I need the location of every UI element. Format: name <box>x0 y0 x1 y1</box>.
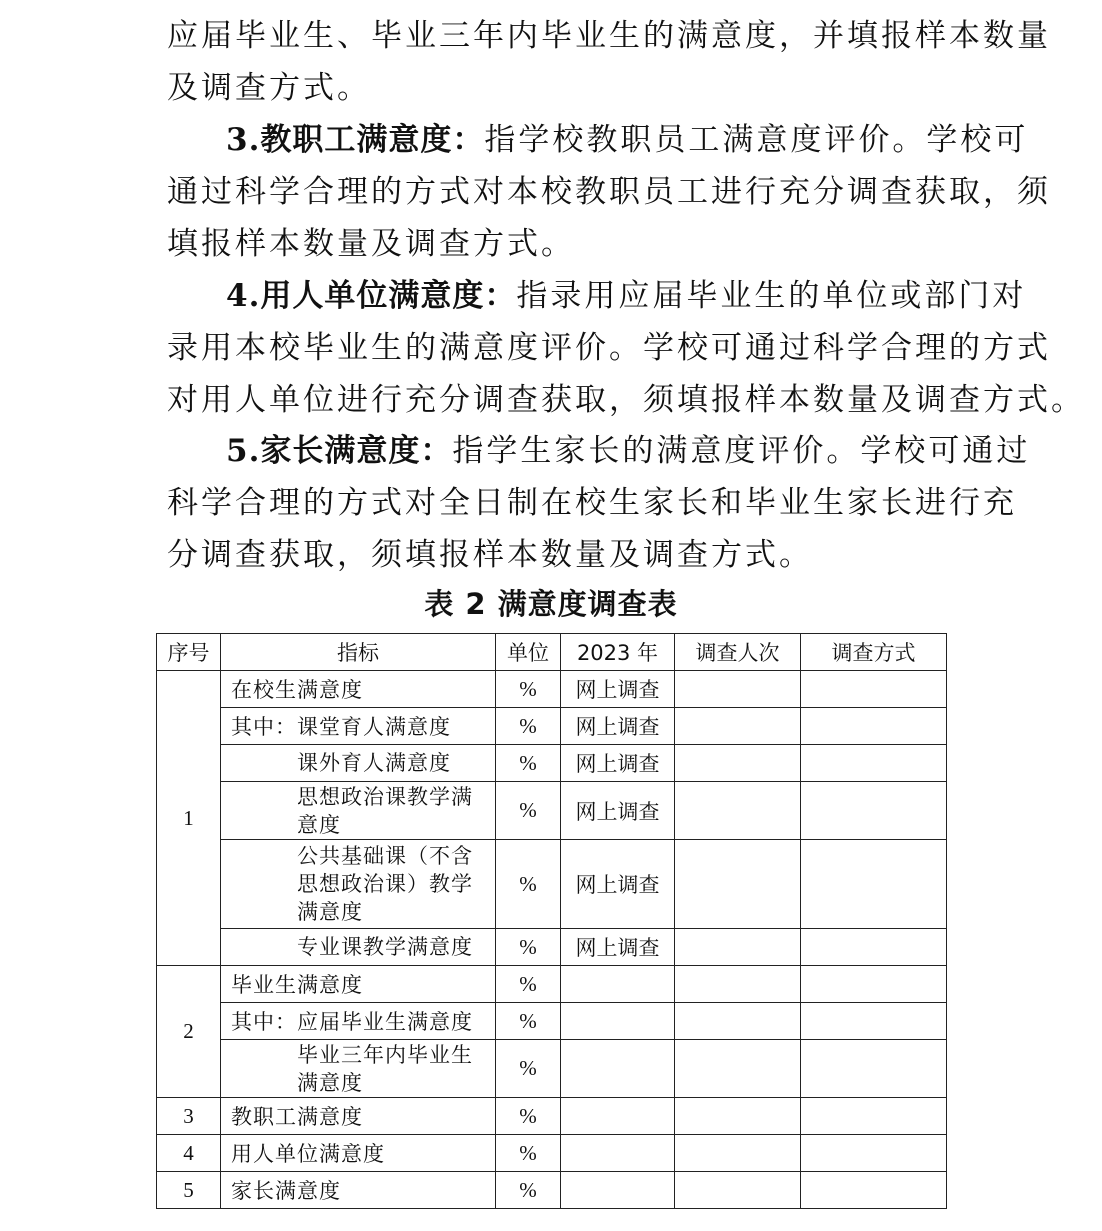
paragraph-line: 应届毕业生、毕业三年内毕业生的满意度，并填报样本数量 <box>167 18 1051 54</box>
unit-cell: % <box>496 1135 561 1172</box>
section-heading: 4.用人单位满意度： <box>226 278 517 314</box>
indicator-cell: 其中：课堂育人满意度 <box>221 708 496 745</box>
indicator-cell: 课外育人满意度 <box>221 745 496 782</box>
indicator-cell: 毕业生满意度 <box>221 966 496 1003</box>
paragraph-line: 录用本校毕业生的满意度评价。学校可通过科学合理的方式 <box>167 330 1051 366</box>
year-value-cell <box>561 1172 675 1209</box>
survey-count-cell <box>675 966 801 1003</box>
year-value-cell: 网上调查 <box>561 671 675 708</box>
unit-cell: % <box>496 708 561 745</box>
table-row <box>157 671 947 708</box>
survey-method-cell <box>801 929 947 966</box>
paragraph-text: 指学生家长的满意度评价。学校可通过 <box>452 433 1031 469</box>
table-row <box>157 966 947 1003</box>
unit-cell: % <box>496 929 561 966</box>
row-number-cell: 5 <box>157 1172 221 1209</box>
survey-method-cell <box>801 1040 947 1098</box>
header-cell: 序号 <box>157 634 221 671</box>
year-value-cell: 网上调查 <box>561 708 675 745</box>
survey-count-cell <box>675 840 801 929</box>
indicator-cell: 公共基础课（不含思想政治课）教学满意度 <box>221 840 496 929</box>
survey-count-cell <box>675 1135 801 1172</box>
header-cell: 指标 <box>221 634 496 671</box>
header-cell: 单位 <box>496 634 561 671</box>
header-cell: 调查方式 <box>801 634 947 671</box>
paragraph-line: 对用人单位进行充分调查获取，须填报样本数量及调查方式。 <box>167 382 1085 418</box>
survey-method-cell <box>801 745 947 782</box>
paragraph-text: 指录用应届毕业生的单位或部门对 <box>516 278 1027 314</box>
row-number-cell: 2 <box>157 966 221 1098</box>
paragraph-line: 科学合理的方式对全日制在校生家长和毕业生家长进行充 <box>167 485 1017 521</box>
indicator-cell: 用人单位满意度 <box>221 1135 496 1172</box>
survey-count-cell <box>675 708 801 745</box>
unit-cell: % <box>496 1172 561 1209</box>
survey-count-cell <box>675 1003 801 1040</box>
unit-cell: % <box>496 1098 561 1135</box>
year-value-cell <box>561 1098 675 1135</box>
unit-cell: % <box>496 1003 561 1040</box>
survey-count-cell <box>675 671 801 708</box>
unit-cell: % <box>496 966 561 1003</box>
satisfaction-survey-table <box>156 633 947 1209</box>
unit-cell: % <box>496 745 561 782</box>
year-value-cell: 网上调查 <box>561 929 675 966</box>
row-number-cell: 1 <box>157 671 221 966</box>
indicator-cell: 专业课教学满意度 <box>221 929 496 966</box>
survey-count-cell <box>675 1040 801 1098</box>
paragraph-line <box>226 425 1030 477</box>
survey-method-cell <box>801 1135 947 1172</box>
year-value-cell <box>561 1003 675 1040</box>
year-value-cell: 网上调查 <box>561 782 675 840</box>
survey-count-cell <box>675 1172 801 1209</box>
survey-count-cell <box>675 782 801 840</box>
header-cell: 调查人次 <box>675 634 801 671</box>
paragraph-line: 分调查获取，须填报样本数量及调查方式。 <box>167 537 813 573</box>
indicator-cell: 毕业三年内毕业生满意度 <box>221 1040 496 1098</box>
year-value-cell <box>561 1040 675 1098</box>
table-row <box>157 840 947 929</box>
survey-method-cell <box>801 966 947 1003</box>
survey-method-cell <box>801 1003 947 1040</box>
year-value-cell <box>561 1135 675 1172</box>
paragraph-line <box>226 114 1028 166</box>
indicator-cell: 教职工满意度 <box>221 1098 496 1135</box>
table-row <box>157 1040 947 1098</box>
survey-method-cell <box>801 1172 947 1209</box>
indicator-cell: 其中：应届毕业生满意度 <box>221 1003 496 1040</box>
paragraph-text: 指学校教职员工满意度评价。学校可 <box>484 122 1029 158</box>
survey-count-cell <box>675 1098 801 1135</box>
section-heading: 3.教职工满意度： <box>226 122 485 158</box>
survey-method-cell <box>801 1098 947 1135</box>
survey-count-cell <box>675 745 801 782</box>
year-value-cell: 网上调查 <box>561 840 675 929</box>
table-row <box>157 745 947 782</box>
indicator-cell: 家长满意度 <box>221 1172 496 1209</box>
unit-cell: % <box>496 671 561 708</box>
table-row <box>157 708 947 745</box>
row-number-cell: 4 <box>157 1135 221 1172</box>
survey-count-cell <box>675 929 801 966</box>
year-value-cell <box>561 966 675 1003</box>
paragraph-line <box>226 270 1026 322</box>
section-heading: 5.家长满意度： <box>226 433 453 469</box>
year-value-cell: 网上调查 <box>561 745 675 782</box>
survey-method-cell <box>801 782 947 840</box>
table-caption: 表 2 满意度调查表 <box>424 587 678 621</box>
table-row <box>157 782 947 840</box>
indicator-cell: 思想政治课教学满意度 <box>221 782 496 840</box>
header-cell: 2023 年 <box>561 634 675 671</box>
indicator-cell: 在校生满意度 <box>221 671 496 708</box>
table-row <box>157 1135 947 1172</box>
unit-cell: % <box>496 840 561 929</box>
paragraph-line: 及调查方式。 <box>167 70 371 106</box>
table-row <box>157 1003 947 1040</box>
table-row <box>157 1172 947 1209</box>
table-header-row <box>157 634 947 671</box>
row-number-cell: 3 <box>157 1098 221 1135</box>
paragraph-line: 通过科学合理的方式对本校教职员工进行充分调查获取，须 <box>167 174 1051 210</box>
survey-method-cell <box>801 708 947 745</box>
paragraph-line: 填报样本数量及调查方式。 <box>167 226 575 262</box>
table-row <box>157 929 947 966</box>
unit-cell: % <box>496 1040 561 1098</box>
survey-method-cell <box>801 840 947 929</box>
table-row <box>157 1098 947 1135</box>
unit-cell: % <box>496 782 561 840</box>
survey-method-cell <box>801 671 947 708</box>
